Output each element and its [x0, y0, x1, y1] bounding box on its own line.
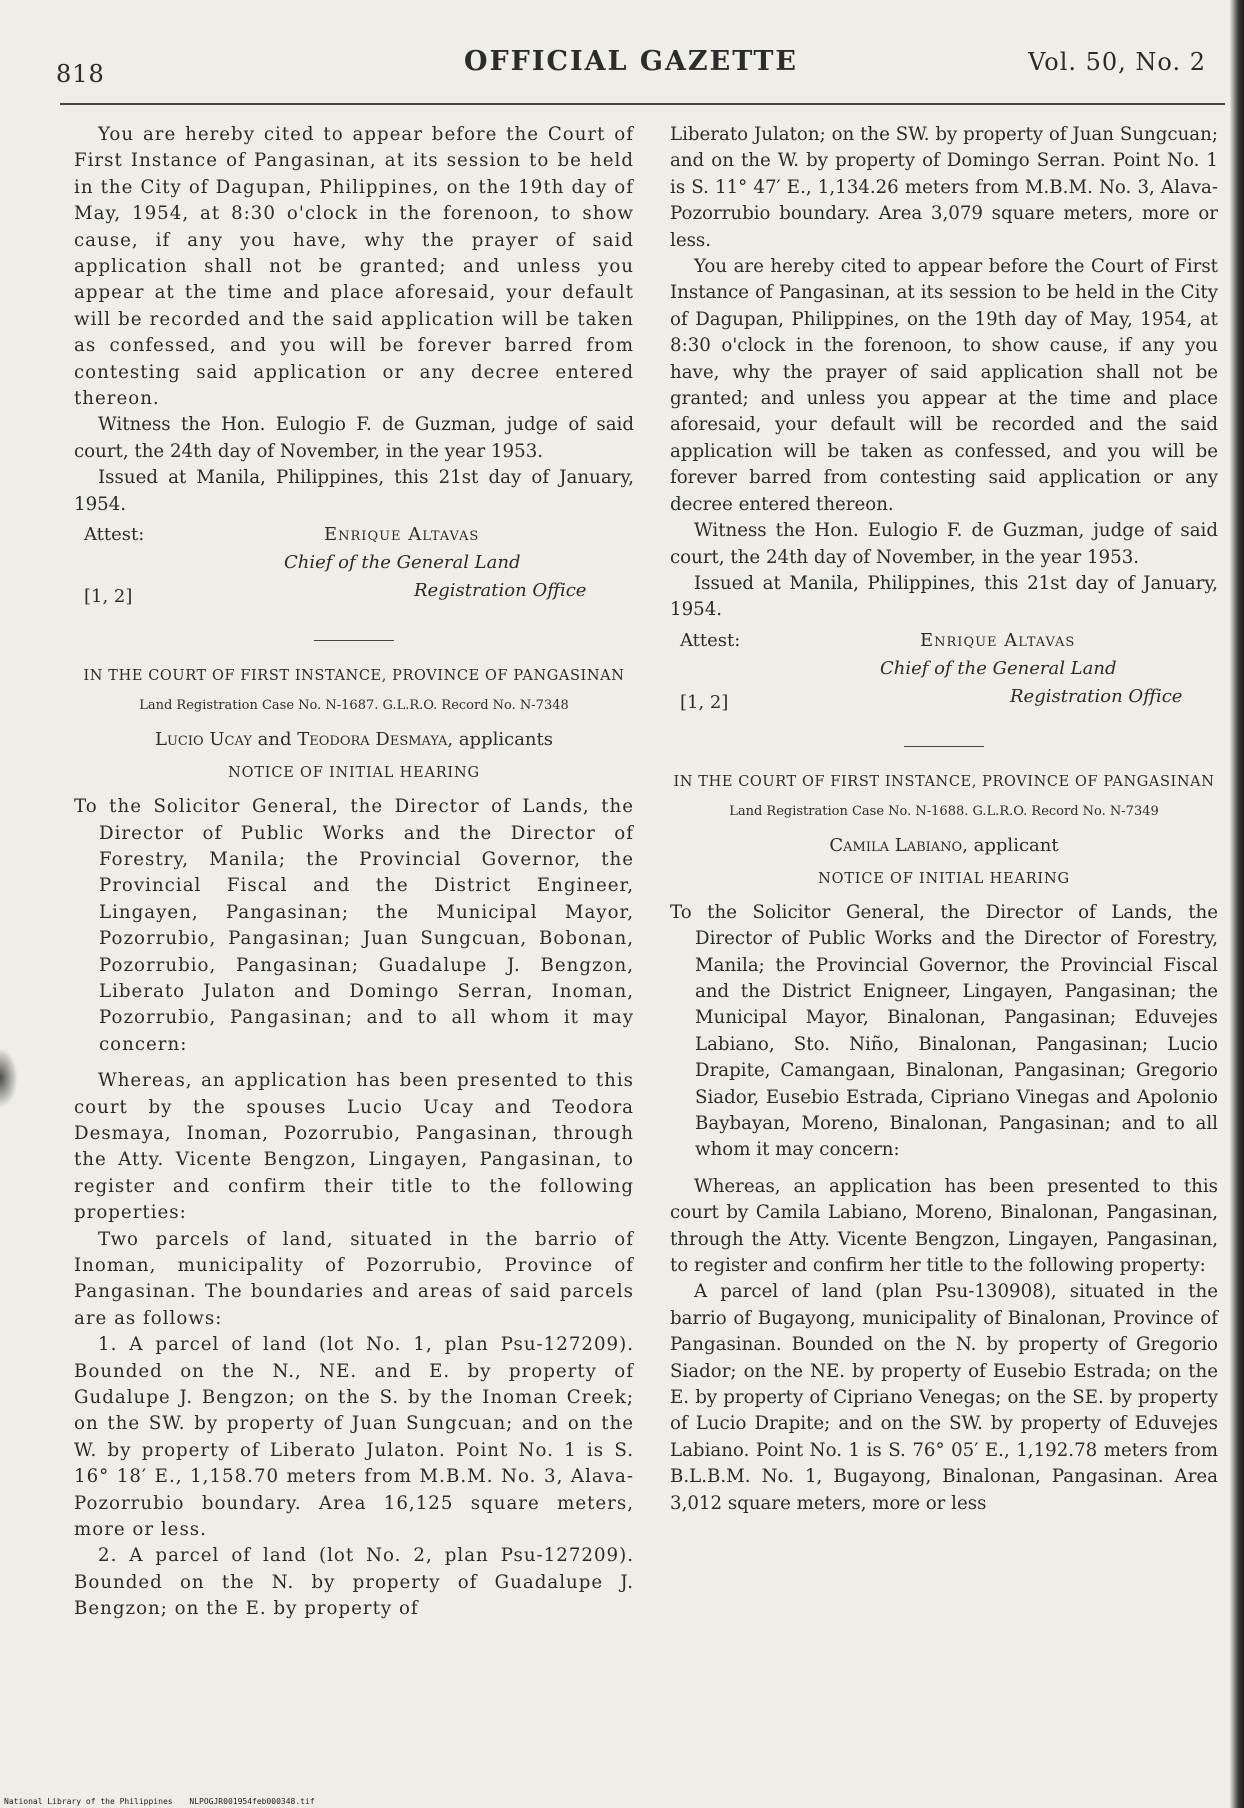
applicant-line [670, 834, 1218, 858]
cited-paragraph: You are hereby cited to appear before the Court of First Instance of Pangasinan, at its session to be held in the City of Dagupan, Philippines, on the 19th day of May, 1954, at 8:30 o'clock in the forenoon, to show cause, if any you have, why the prayer of said application shall not be granted; and unless you appear at the time and place aforesaid, your default will be recorded and the said application will be taken as confessed, and you will be forever barred from contesting said application or any decree entered thereon. [670, 256, 1218, 515]
scan-thumb-mark [0, 1048, 18, 1108]
applicant-conjunction: and [257, 729, 292, 751]
volume-number: Vol. 50, No. 2 [1028, 48, 1206, 76]
addressees-paragraph: To the Solicitor General, the Director of Lands, the Director of Public Works and the Director of Forestry, Manila; the Provincial Governor, the Provincial Fiscal and the District Enigneer, Lingayen, Pangasinan; the Municipal Mayor, Binalonan, Pangasinan; Eduvejes Labiano, Sto. Niño, Binalonan, Pangasinan; Lucio Drapite, Camangaan, Binalonan, Pangasinan; Gregorio Siador, Eusebio Estrada, Cipriano Vinegas and Apolonio Baybayan, Moreno, Binalonan, Pangasinan; and to all whom it may concern: [670, 901, 1218, 1161]
applicant-line [74, 728, 634, 752]
section-divider [904, 746, 984, 747]
page-binding-edge [1230, 0, 1244, 1808]
publication-title: OFFICIAL GAZETTE [463, 46, 799, 77]
applicant-name: Camila Labiano, [829, 834, 968, 856]
section-divider [314, 640, 394, 641]
case-number: Land Registration Case No. N-1687. G.L.R.O. Record No. N-7348 [139, 698, 569, 714]
signer-name: Enrique Altavas [324, 524, 480, 546]
witness-paragraph: Witness the Hon. Eulogio F. de Guzman, judge of said court, the 24th day of November, in the year 1953. [670, 520, 1218, 568]
case-number: Land Registration Case No. N-1688. G.L.R.O. Record No. N-7349 [729, 803, 1159, 819]
issued-paragraph: Issued at Manila, Philippines, this 21st day of January, 1954. [74, 467, 634, 515]
notice-continuation: You are hereby cited to appear before the Court of First Instance of Pangasinan, at its session to be held in the City of Dagupan, Philippines, on the 19th day of May, 1954, at 8:30 o'clock in the forenoon, to show cause, if any you have, why the prayer of said application shall not be granted; and unless you appear at the time and place aforesaid, your default will be recorded and the said application will be taken as confessed, and you will be forever barred from contesting said application or any decree entered thereon. [74, 124, 634, 410]
header-rule [60, 103, 1225, 105]
attest-label: Attest: [680, 629, 741, 651]
left-column [74, 122, 634, 1623]
issue-reference: [1, 2] [84, 586, 133, 608]
issue-reference: [1, 2] [680, 691, 729, 713]
court-heading: IN THE COURT OF FIRST INSTANCE, PROVINCE OF PANGASINAN [83, 668, 625, 685]
issued-paragraph: Issued at Manila, Philippines, this 21st day of January, 1954. [670, 572, 1218, 621]
applicant-role: applicants [458, 729, 553, 751]
witness-paragraph: Witness the Hon. Eulogio F. de Guzman, judge of said court, the 24th day of November, in the year 1953. [74, 414, 634, 462]
addressees-paragraph: To the Solicitor General, the Director of Lands, the Director of Public Works and the Director of Forestry, Manila; the Provincial Governor, the Provincial Fiscal and the District Engineer, Lingayen, Pangasinan; the Municipal Mayor, Pozorrubio, Pangasinan; Juan Sungcuan, Bobonan, Pozorrubio, Pangasinan; Guadalupe J. Bengzon, Liberato Julaton and Domingo Serran, Inoman, Pozorrubio, Pangasinan; and to all whom it may concern: [74, 796, 634, 1055]
scan-footer [4, 1797, 315, 1806]
right-column [670, 122, 1218, 1517]
parcels-intro: Two parcels of land, situated in the barrio of Inoman, municipality of Pozorrubio, Province of Pangasinan. The boundaries and areas of said parcels are as follows: [74, 1228, 634, 1329]
parcel-description: A parcel of land (plan Psu-130908), situated in the barrio of Bugayong, municipality of Binalonan, Province of Pangasinan. Bounded on the N. by property of Gregorio Siador; on the NE. by property of Eusebio Estrada; on the E. by property of Cipriano Venegas; on the SE. by property of Lucio Drapite; and on the SW. by property of Eduvejes Labiano. Point No. 1 is S. 76° 05′ E., 1,192.78 meters from B.L.B.M. No. 1, Bugayong, Binalonan, Pangasinan. Area 3,012 square meters, more or less [670, 1281, 1218, 1514]
applicant-name-1: Lucio Ucay [155, 729, 252, 751]
court-heading: IN THE COURT OF FIRST INSTANCE, PROVINCE OF PANGASINAN [673, 773, 1215, 790]
notice-heading: NOTICE OF INITIAL HEARING [228, 765, 480, 782]
signer-title-line2: Registration Office [414, 580, 587, 602]
whereas-paragraph: Whereas, an application has been presented to this court by the spouses Lucio Ucay and Teodora Desmaya, Inoman, Pozorrubio, Pangasinan, through the Atty. Vicente Bengzon, Lingayen, Pangasinan, to register and confirm their title to the following properties: [74, 1070, 634, 1224]
footer-file-id: NLPOGJR001954feb000348.tif [189, 1797, 315, 1806]
signer-title-line1: Chief of the General Land [284, 552, 521, 574]
signer-title-line1: Chief of the General Land [880, 657, 1117, 679]
notice-heading: NOTICE OF INITIAL HEARING [818, 870, 1070, 887]
parcel-2-description: 2. A parcel of land (lot No. 2, plan Psu-127209). Bounded on the N. by property of Guadalupe J. Bengzon; on the E. by property of [74, 1545, 634, 1620]
page-number: 818 [56, 60, 105, 88]
applicant-role: applicant [973, 834, 1059, 856]
footer-source: National Library of the Philippines [4, 1797, 173, 1806]
signature-block [670, 628, 1218, 724]
whereas-paragraph: Whereas, an application has been presented to this court by Camila Labiano, Moreno, Binalonan, Pangasinan, through the Atty. Vicente Bengzon, Lingayen, Pangasinan, to register and confirm her title to the following property: [670, 1175, 1218, 1276]
signer-title-line2: Registration Office [1010, 685, 1183, 707]
parcel-2-continuation: Liberato Julaton; on the SW. by property of Juan Sungcuan; and on the W. by property of Domingo Serran. Point No. 1 is S. 11° 47′ E., 1,134.26 meters from M.B.M. No. 3, Alava-Pozorrubio boundary. Area 3,079 square meters, more or less. [670, 124, 1218, 251]
attest-label: Attest: [84, 524, 145, 546]
parcel-1-description: 1. A parcel of land (lot No. 1, plan Psu-127209). Bounded on the N., NE. and E. by property of Gudalupe J. Bengzon; on the S. by the Inoman Creek; on the SW. by property of Juan Sungcuan; and on the W. by property of Liberato Julaton. Point No. 1 is S. 16° 18′ E., 1,158.70 meters from M.B.M. No. 3, Alava-Pozorrubio boundary. Area 16,125 square meters, more or less. [74, 1334, 634, 1541]
signer-name: Enrique Altavas [920, 629, 1076, 651]
applicant-name-2: Teodora Desmaya, [297, 729, 454, 751]
page-header [56, 42, 1206, 92]
signature-block [74, 522, 634, 618]
